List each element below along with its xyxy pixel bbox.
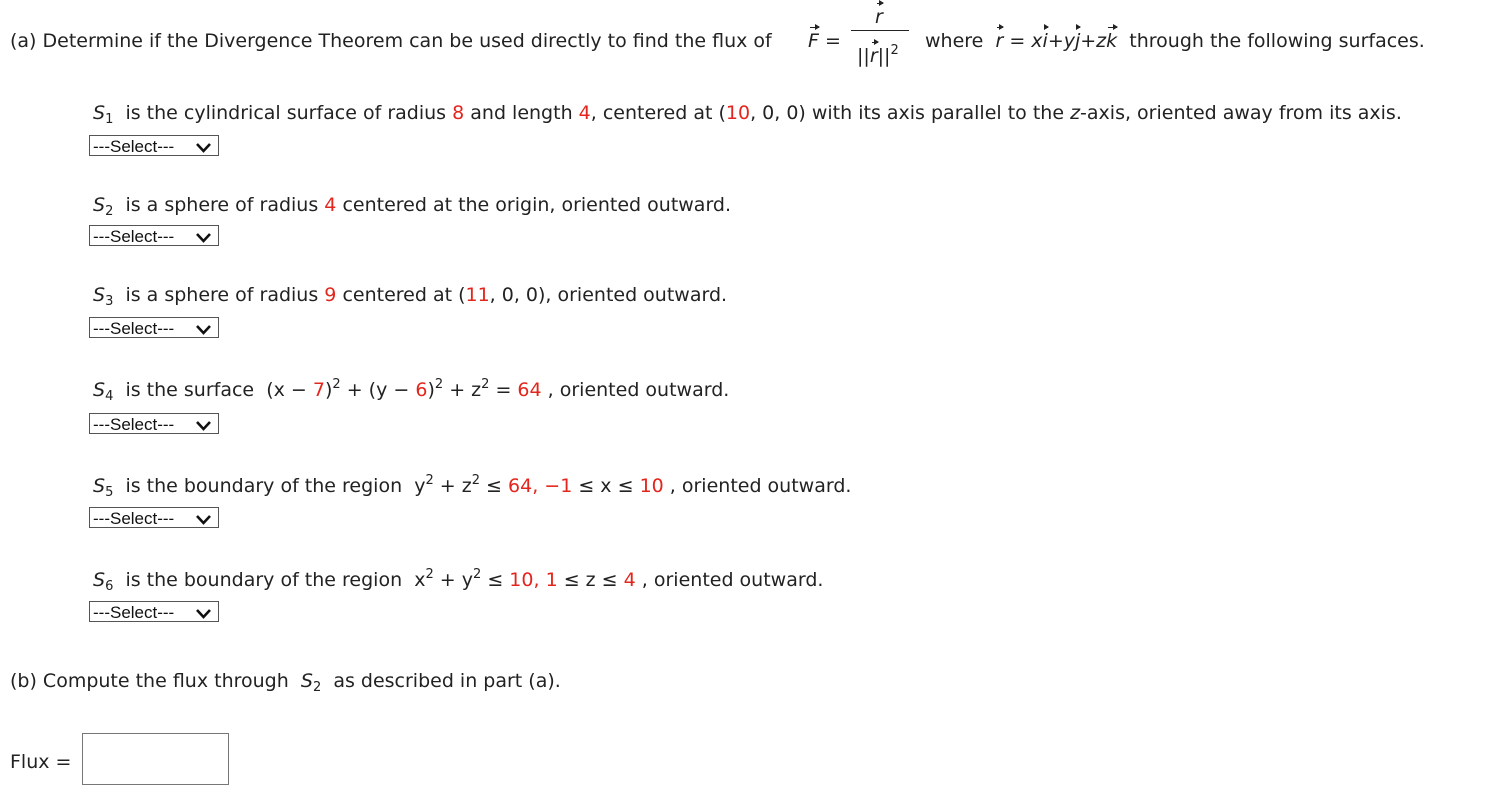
surface-s5-text: $S_5$ is the boundary of the region $y^2 + z^2 \le 64$, −1 ≤ x ≤ 10 , oriented outward. xyxy=(93,473,852,500)
part-a-intro: (a) Determine if the Divergence Theorem can be used directly to find the flux of xyxy=(10,30,772,52)
surface-s6-text: $S_6$ is the boundary of the region $x^2 + y^2 \le 10$, 1 ≤ z ≤ 4 , oriented outward. xyxy=(93,567,824,594)
surface-s1-text: $S_1$ is the cylindrical surface of radius 8 and length 4, centered at (10, 0, 0) with its axis parallel to the z-axis, oriented away from its axis. xyxy=(93,102,1402,127)
select-s1[interactable]: ---Select--- xyxy=(89,135,219,156)
select-s4[interactable]: ---Select--- xyxy=(89,413,219,434)
chevron-down-icon xyxy=(195,229,212,249)
select-s2[interactable]: ---Select--- xyxy=(89,225,219,246)
chevron-down-icon xyxy=(195,511,212,531)
chevron-down-icon xyxy=(195,605,212,625)
flux-label: Flux = xyxy=(10,751,72,773)
chevron-down-icon xyxy=(195,139,212,159)
surface-s2-text: $S_2$ is a sphere of radius 4 centered at the origin, oriented outward. xyxy=(93,194,732,219)
select-s5[interactable]: ---Select--- xyxy=(89,507,219,528)
field-F: F = xyxy=(808,30,841,52)
fraction-numerator: r xyxy=(875,6,883,28)
fraction-denominator: $||r||^2$ xyxy=(857,43,899,67)
chevron-down-icon xyxy=(195,417,212,437)
chevron-down-icon xyxy=(195,321,212,341)
flux-input[interactable] xyxy=(82,733,229,785)
select-s3[interactable]: ---Select--- xyxy=(89,317,219,338)
part-b-text: (b) Compute the flux through $S_2$ as described in part (a). xyxy=(10,670,561,695)
surface-s4-text: $S_4$ is the surface $(x - 7)^2 + (y - 6)^2 + z^2 = 64$ , oriented outward. xyxy=(93,377,730,404)
fraction-bar xyxy=(851,30,909,31)
r-definition: where r = xi+yj+zk through the following surfaces. xyxy=(925,30,1425,52)
select-s6[interactable]: ---Select--- xyxy=(89,601,219,622)
surface-s3-text: $S_3$ is a sphere of radius 9 centered at (11, 0, 0), oriented outward. xyxy=(93,284,728,309)
